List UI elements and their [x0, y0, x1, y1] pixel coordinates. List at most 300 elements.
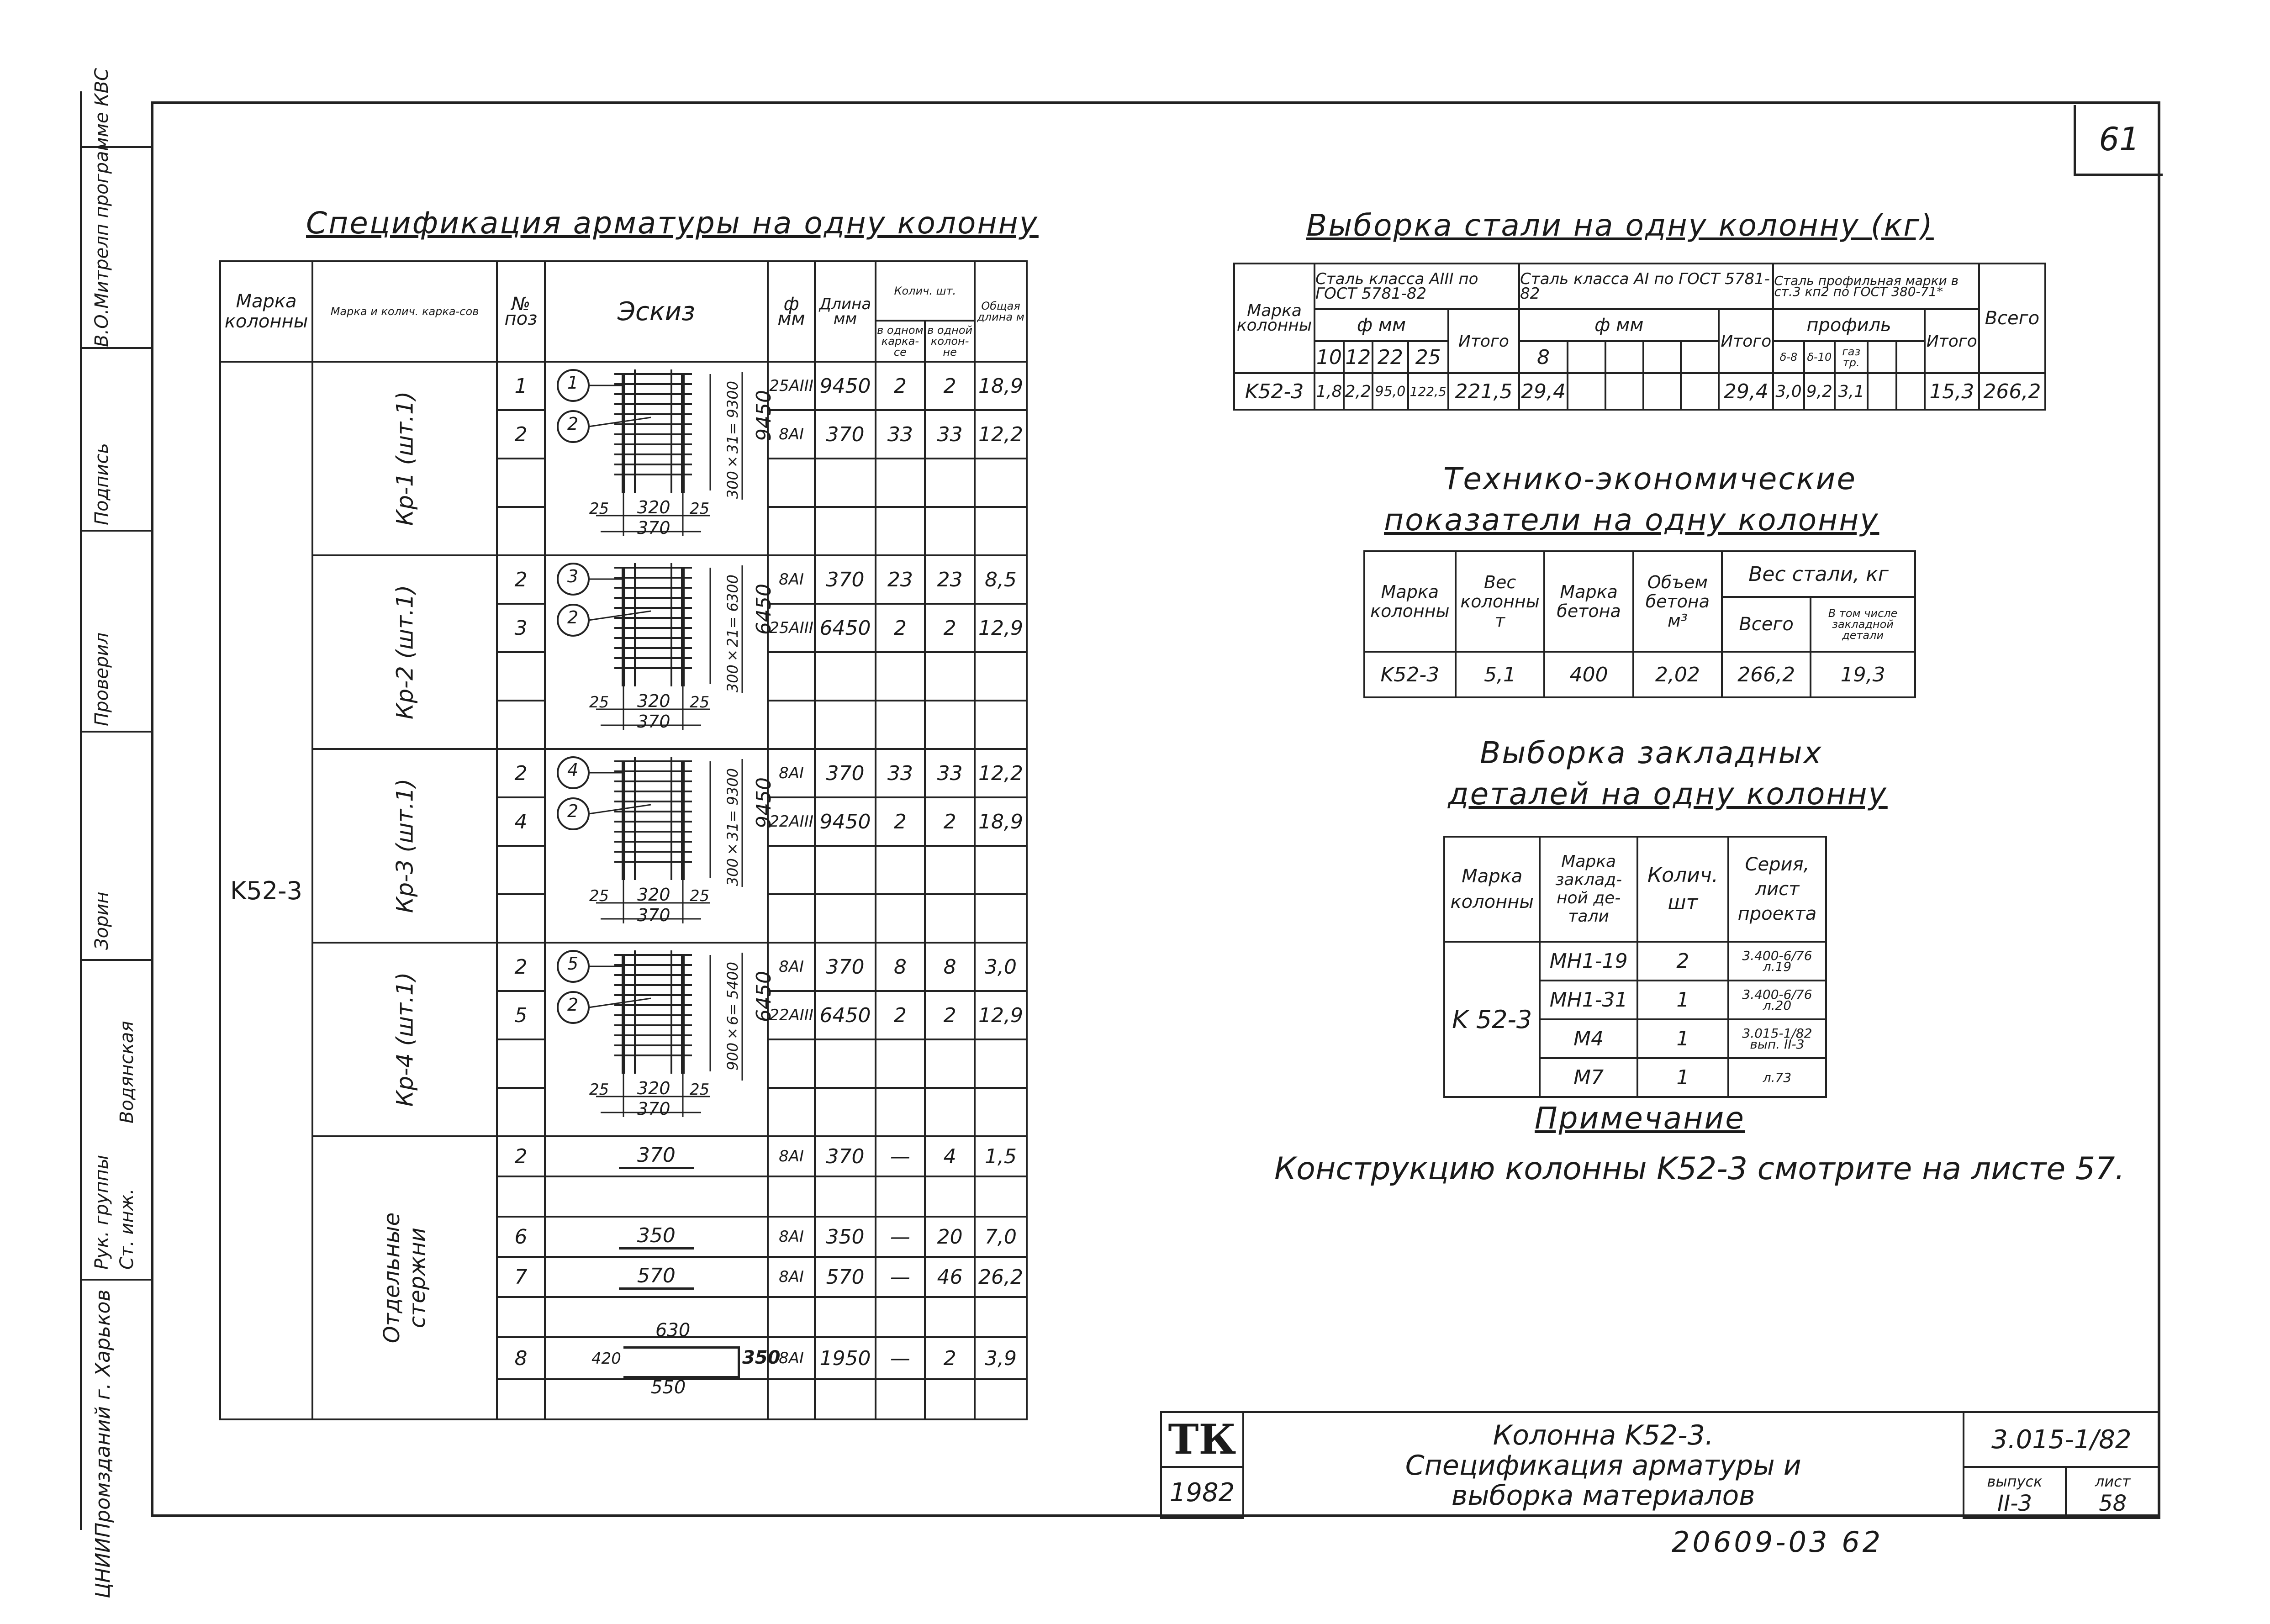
bottom-code: 20609-03 62	[1672, 1525, 1884, 1559]
spec-phi: 8AI	[768, 1337, 815, 1379]
tb-list-label: лист	[2095, 1473, 2131, 1490]
v-row-a3: 95,0	[1373, 373, 1408, 410]
h-eskiz: Эскиз	[545, 261, 768, 362]
spec-q2: 4	[925, 1136, 975, 1176]
spec-tot: 12,2	[975, 410, 1027, 459]
tb-code: 3.015-1/82	[1964, 1412, 2159, 1467]
z-kol: 1	[1637, 1019, 1728, 1058]
bar-length-label: 570	[619, 1264, 694, 1290]
sketch-label: 2	[567, 995, 579, 1015]
strip-divider	[82, 731, 153, 733]
h-marka-kolonny: Марка колонны	[220, 261, 312, 362]
karkas-name	[312, 943, 497, 1136]
v-row-prof: 3,0	[1773, 373, 1804, 410]
bar-sketch	[545, 1176, 768, 1217]
karkas-label: Кр-3 (шт.1)	[391, 778, 418, 913]
v-row-a3: 1,8	[1314, 373, 1343, 410]
spec-phi: 22AIII	[768, 991, 815, 1039]
cage-drawing	[546, 556, 838, 748]
h-poz: № поз	[497, 261, 545, 362]
z-marka: K 52-3	[1444, 942, 1540, 1097]
z-ser: л.73	[1728, 1058, 1826, 1097]
poz-cell	[497, 1176, 545, 1217]
column-mark: K52-3	[220, 362, 312, 1419]
spec-q2: 2	[925, 991, 975, 1039]
spec-phi	[768, 1379, 815, 1419]
v-row-empty	[1681, 373, 1719, 410]
karkas-name	[312, 749, 497, 943]
spec-tot: 8,5	[975, 555, 1027, 604]
spec-len	[815, 1176, 875, 1217]
sketch-label: 370	[637, 1099, 670, 1119]
v-row-a3: 122,5	[1408, 373, 1448, 410]
spec-len	[815, 1297, 875, 1337]
karkas-name	[312, 555, 497, 749]
spec-q1: —	[876, 1337, 925, 1379]
teh-title-2: показатели на одну колонну	[1384, 502, 1879, 538]
sketch-label: 25	[589, 887, 609, 905]
separate-label: Отдельные стержни	[379, 1212, 430, 1344]
h-dlina: Длина мм	[815, 261, 875, 362]
spec-tot: 7,0	[975, 1217, 1027, 1257]
spec-q2	[925, 1379, 975, 1419]
spec-len: 370	[815, 943, 875, 991]
cage-drawing	[546, 750, 838, 942]
poz-cell	[497, 459, 545, 507]
spec-len: 9450	[815, 362, 875, 410]
poz-cell: 4	[497, 797, 545, 846]
v-row-a1: 29,4	[1519, 373, 1568, 410]
v-row-prof: 3,1	[1835, 373, 1868, 410]
t-row-vsego: 266,2	[1722, 652, 1811, 697]
v-row-prof-itogo: 15,3	[1925, 373, 1979, 410]
z-kol: 2	[1637, 942, 1728, 981]
spec-phi: 8AI	[768, 555, 815, 604]
spec-q2: 46	[925, 1257, 975, 1297]
karkas-name	[312, 362, 497, 555]
sketch-label: 320	[637, 691, 670, 711]
spec-q1: 8	[876, 943, 925, 991]
spec-q2: 33	[925, 410, 975, 459]
note-title: Примечание	[1535, 1101, 1745, 1136]
spec-tot: 3,0	[975, 943, 1027, 991]
sketch-label: 300×31= 9300	[723, 381, 741, 499]
spec-len: 370	[815, 410, 875, 459]
sketch-label: 9450	[752, 777, 776, 828]
sketch-canvas	[546, 556, 776, 748]
v-row-marka: K52-3	[1234, 373, 1314, 410]
spec-tot	[975, 894, 1027, 943]
t-h-stal: Вес стали, кг	[1722, 551, 1915, 597]
sketch-label: 370	[637, 518, 670, 538]
spec-q1: 2	[876, 604, 925, 652]
spec-q1	[876, 1379, 925, 1419]
t-row-obem: 2,02	[1633, 652, 1722, 697]
sketch-label: 320	[637, 1078, 670, 1098]
t-h-vtom: В том числе закладной детали	[1811, 597, 1915, 652]
poz-cell	[497, 652, 545, 701]
v-h-a3-col: 25	[1408, 341, 1448, 373]
v-h-prof-col: газ тр.	[1835, 341, 1868, 373]
sketch-label: 320	[637, 497, 670, 517]
h-v-odnoi: в одной колон-не	[925, 321, 975, 362]
spec-q1	[876, 652, 925, 701]
spec-q2	[925, 701, 975, 749]
tb-vypusk	[1964, 1467, 2066, 1518]
v-h-prof-empty	[1896, 341, 1925, 373]
z-kol: 1	[1637, 1058, 1728, 1097]
spec-tot: 12,9	[975, 991, 1027, 1039]
poz-cell	[497, 1039, 545, 1088]
tb-line2: Спецификация арматуры и	[1405, 1450, 1801, 1482]
poz-cell: 1	[497, 362, 545, 410]
spec-len: 9450	[815, 797, 875, 846]
v-h-prof-col: δ-10	[1804, 341, 1835, 373]
spec-q1: 23	[876, 555, 925, 604]
poz-cell: 8	[497, 1337, 545, 1379]
strip-divider	[82, 1279, 153, 1281]
t-h-beton: Марка бетона	[1544, 551, 1633, 652]
spec-len: 1950	[815, 1337, 875, 1379]
sketch-label: 25	[689, 1081, 710, 1099]
tb-list	[2066, 1467, 2159, 1518]
spec-q1	[876, 701, 925, 749]
spec-len: 370	[815, 749, 875, 797]
poz-cell	[497, 1297, 545, 1337]
sketch-label: 2	[567, 607, 579, 627]
v-h-prof-empty	[1868, 341, 1896, 373]
spec-phi: 25AIII	[768, 362, 815, 410]
spec-q2	[925, 894, 975, 943]
spec-tot	[975, 652, 1027, 701]
spec-tot: 1,5	[975, 1136, 1027, 1176]
sketch-label: 25	[689, 693, 710, 712]
spec-len: 6450	[815, 604, 875, 652]
spec-q2: 20	[925, 1217, 975, 1257]
spec-phi: 8AI	[768, 1217, 815, 1257]
v-h-a1-empty	[1681, 341, 1719, 373]
strip-text: Водянская	[116, 1021, 137, 1123]
strip-text: ЦНИИПромзданий г. Харьков	[91, 1289, 115, 1598]
spec-q2	[925, 846, 975, 894]
tb-title	[1243, 1412, 1964, 1518]
v-h-a1: Сталь класса AI по ГОСТ 5781-82	[1519, 264, 1773, 309]
v-h-profil: профиль	[1773, 309, 1924, 341]
side-stamp-strip	[80, 68, 153, 1598]
cage-drawing	[546, 363, 838, 554]
title-block	[1160, 1411, 2160, 1519]
v-h-itogo-a3: Итого	[1448, 309, 1519, 373]
spec-q1: 33	[876, 410, 925, 459]
spec-q2	[925, 1039, 975, 1088]
strip-text: Ст. инж.	[116, 1188, 137, 1270]
v-h-phi-a3: ф мм	[1314, 309, 1448, 341]
bar-sketch	[545, 1379, 768, 1419]
zakl-title-1: Выборка закладных	[1480, 735, 1823, 770]
v-h-itogo-a1: Итого	[1719, 309, 1773, 373]
spec-tot	[975, 846, 1027, 894]
spec-tot: 12,2	[975, 749, 1027, 797]
strip-divider	[82, 959, 153, 961]
spec-q1	[876, 459, 925, 507]
spec-phi: 8AI	[768, 1136, 815, 1176]
teh-title-1: Технико-экономические	[1443, 461, 1857, 496]
sketch-label: 4	[567, 760, 579, 780]
v-row-empty	[1868, 373, 1896, 410]
note-text: Конструкцию колонны K52-3 смотрите на листе 57.	[1274, 1151, 2125, 1187]
tb-line3: выборка материалов	[1451, 1480, 1755, 1512]
spec-len: 370	[815, 555, 875, 604]
t-row-marka: K52-3	[1364, 652, 1456, 697]
sketch-label: 320	[637, 885, 670, 905]
spec-q2	[925, 652, 975, 701]
bent-bar-bottom: 550	[650, 1377, 686, 1398]
spec-title: Спецификация арматуры на одну колонну	[306, 206, 1039, 241]
z-ser: 3.400-6/76 л.20	[1728, 981, 1826, 1019]
z-h-marka: Марка колонны	[1444, 837, 1540, 942]
sketch-label: 9450	[752, 390, 776, 441]
strip-text: В.О.Митрелп программе КВС	[91, 68, 112, 347]
spec-q1: —	[876, 1217, 925, 1257]
spec-q2: 2	[925, 362, 975, 410]
h-marka-karkasa: Марка и колич. карка-сов	[312, 261, 497, 362]
v-h-a3-col: 10	[1314, 341, 1343, 373]
poz-cell	[497, 1088, 545, 1136]
karkas-sketch	[545, 749, 776, 943]
spec-q2: 2	[925, 797, 975, 846]
tb-logo: ТК	[1161, 1412, 1243, 1467]
spec-len: 6450	[815, 991, 875, 1039]
sketch-label: 25	[589, 1081, 609, 1099]
v-h-a1-col: 8	[1519, 341, 1568, 373]
v-h-a1-empty	[1605, 341, 1643, 373]
sketch-label: 2	[567, 414, 579, 434]
spec-tot: 18,9	[975, 797, 1027, 846]
spec-q2	[925, 459, 975, 507]
z-ser: 3.400-6/76 л.19	[1728, 942, 1826, 981]
sketch-label: 6450	[752, 584, 776, 635]
z-det: М7	[1540, 1058, 1637, 1097]
t-row-beton: 400	[1544, 652, 1633, 697]
karkas-label: Кр-4 (шт.1)	[391, 972, 418, 1107]
sketch-label: 1	[567, 373, 579, 393]
spec-q1	[876, 1176, 925, 1217]
t-row-ves: 5,1	[1456, 652, 1545, 697]
sketch-canvas	[546, 363, 776, 554]
strip-text: Рук. группы	[91, 1155, 112, 1270]
tb-vypusk-label: выпуск	[1987, 1473, 2043, 1490]
spec-phi: 22AIII	[768, 797, 815, 846]
v-row-a1-itogo: 29,4	[1719, 373, 1773, 410]
v-row-empty	[1896, 373, 1925, 410]
karkas-label: Кр-1 (шт.1)	[391, 391, 418, 526]
spec-tot	[975, 1039, 1027, 1088]
v-row-prof: 9,2	[1804, 373, 1835, 410]
strip-text: Подпись	[91, 443, 112, 525]
strip-text: Зорин	[91, 891, 112, 950]
z-det: МН1-19	[1540, 942, 1637, 981]
poz-cell: 5	[497, 991, 545, 1039]
v-h-prof-col: δ-8	[1773, 341, 1804, 373]
spec-len: 570	[815, 1257, 875, 1297]
v-row-vsego: 266,2	[1979, 373, 2045, 410]
spec-tot	[975, 1088, 1027, 1136]
spec-q2: 2	[925, 604, 975, 652]
v-row-empty	[1605, 373, 1643, 410]
tb-year: 1982	[1161, 1467, 1243, 1518]
tb-line1: Колонна K52-3.	[1493, 1419, 1714, 1451]
z-h-zakl: Марка заклад-ной де-тали	[1540, 837, 1637, 942]
karkas-sketch	[545, 943, 776, 1136]
vyborka-title: Выборка стали на одну колонну (кг)	[1306, 208, 1934, 243]
strip-text: Проверил	[91, 632, 112, 726]
spec-q1: 33	[876, 749, 925, 797]
bar-sketch	[545, 1217, 768, 1257]
v-h-a3-col: 12	[1344, 341, 1373, 373]
sketch-canvas	[546, 750, 776, 942]
v-row-a3-itogo: 221,5	[1448, 373, 1519, 410]
v-h-itogo-prof: Итого	[1925, 309, 1979, 373]
v-row-a3: 2,2	[1344, 373, 1373, 410]
poz-cell: 2	[497, 410, 545, 459]
spec-phi	[768, 1176, 815, 1217]
v-h-marka: Марка колонны	[1234, 264, 1314, 373]
poz-cell	[497, 1379, 545, 1419]
spec-tot	[975, 701, 1027, 749]
karkas-sketch	[545, 362, 776, 555]
spec-tot	[975, 1176, 1027, 1217]
sketch-label: 25	[589, 693, 609, 712]
bent-bar-right: 350	[742, 1347, 781, 1368]
sketch-label: 370	[637, 905, 670, 925]
cage-drawing	[546, 944, 838, 1135]
spec-tot: 18,9	[975, 362, 1027, 410]
poz-cell	[497, 701, 545, 749]
spec-tot: 3,9	[975, 1337, 1027, 1379]
sketch-label: 3	[567, 566, 579, 586]
sketch-label: 900×6= 5400	[723, 962, 741, 1070]
spec-q1	[876, 507, 925, 555]
h-phi: ф мм	[768, 261, 815, 362]
poz-cell	[497, 894, 545, 943]
t-h-marka: Марка колонны	[1364, 551, 1456, 652]
bent-bar-left: 420	[591, 1350, 621, 1368]
sketch-label: 25	[689, 887, 710, 905]
spec-q1: —	[876, 1257, 925, 1297]
spec-phi: 25AIII	[768, 604, 815, 652]
bar-sketch	[545, 1320, 781, 1398]
spec-q2: 8	[925, 943, 975, 991]
bar-length-label: 370	[619, 1144, 694, 1169]
spec-phi	[768, 1297, 815, 1337]
spec-q1	[876, 1088, 925, 1136]
h-kolich: Колич. шт.	[876, 261, 975, 321]
spec-len: 350	[815, 1217, 875, 1257]
strip-divider	[82, 347, 153, 349]
v-h-a3-col: 22	[1373, 341, 1408, 373]
bent-bar-top: 630	[655, 1320, 691, 1341]
v-h-vsego: Всего	[1979, 264, 2045, 373]
spec-q2	[925, 1088, 975, 1136]
spec-q2: 33	[925, 749, 975, 797]
spec-q1	[876, 1039, 925, 1088]
karkas-label: Кр-2 (шт.1)	[391, 585, 418, 720]
page-number: 61	[2074, 105, 2163, 176]
poz-cell: 6	[497, 1217, 545, 1257]
spec-q2	[925, 507, 975, 555]
poz-cell: 2	[497, 749, 545, 797]
spec-len: 370	[815, 1136, 875, 1176]
bar-length-label: 350	[619, 1224, 694, 1250]
z-h-kol: Колич. шт	[1637, 837, 1728, 942]
zakl-table	[1443, 836, 1827, 1098]
spec-tot	[975, 1379, 1027, 1419]
spec-q1: 2	[876, 362, 925, 410]
spec-q2	[925, 1176, 975, 1217]
poz-cell: 2	[497, 943, 545, 991]
z-det: М4	[1540, 1019, 1637, 1058]
spec-tot	[975, 459, 1027, 507]
spec-tot	[975, 1297, 1027, 1337]
bent-bar-shape	[623, 1346, 740, 1378]
v-row-empty	[1643, 373, 1681, 410]
tb-vypusk-value: II-3	[1997, 1491, 2032, 1516]
sketch-label: 2	[567, 801, 579, 821]
v-h-prof: Сталь профильная марки в ст.3 кп2 по ГОСТ 380-71*	[1773, 264, 1979, 309]
spec-q1: —	[876, 1136, 925, 1176]
spec-tot: 26,2	[975, 1257, 1027, 1297]
sketch-label: 25	[589, 500, 609, 518]
t-h-obem: Объем бетона м³	[1633, 551, 1722, 652]
spec-table	[219, 260, 1028, 1420]
z-h-seriya: Серия, лист проекта	[1728, 837, 1826, 942]
spec-q1	[876, 846, 925, 894]
spec-q1	[876, 894, 925, 943]
sketch-label: 370	[637, 712, 670, 732]
sketch-label: 5	[567, 954, 579, 974]
tb-list-value: 58	[2099, 1491, 2127, 1516]
v-h-phi-a1: ф мм	[1519, 309, 1719, 341]
v-h-a3: Сталь класса AIII по ГОСТ 5781-82	[1314, 264, 1519, 309]
bar-sketch	[545, 1136, 768, 1176]
zakl-title-2: деталей на одну колонну	[1448, 776, 1888, 812]
vyborka-table	[1233, 263, 2046, 411]
spec-len	[815, 1379, 875, 1419]
spec-tot	[975, 507, 1027, 555]
spec-phi: 8AI	[768, 410, 815, 459]
v-row-empty	[1568, 373, 1605, 410]
spec-phi: 8AI	[768, 749, 815, 797]
poz-cell	[497, 846, 545, 894]
spec-phi: 8AI	[768, 943, 815, 991]
t-h-vsego: Всего	[1722, 597, 1811, 652]
poz-cell: 3	[497, 604, 545, 652]
bar-sketch	[545, 1257, 768, 1297]
sketch-canvas	[546, 944, 776, 1135]
t-row-vtom: 19,3	[1811, 652, 1915, 697]
karkas-sketch	[545, 555, 776, 749]
poz-cell	[497, 507, 545, 555]
separate-name	[312, 1136, 497, 1419]
sketch-label: 300×21= 6300	[723, 575, 741, 693]
v-h-a1-empty	[1643, 341, 1681, 373]
spec-q2: 23	[925, 555, 975, 604]
sketch-label: 25	[689, 500, 710, 518]
poz-cell: 7	[497, 1257, 545, 1297]
spec-q1	[876, 1297, 925, 1337]
z-kol: 1	[1637, 981, 1728, 1019]
teh-table	[1363, 550, 1916, 698]
